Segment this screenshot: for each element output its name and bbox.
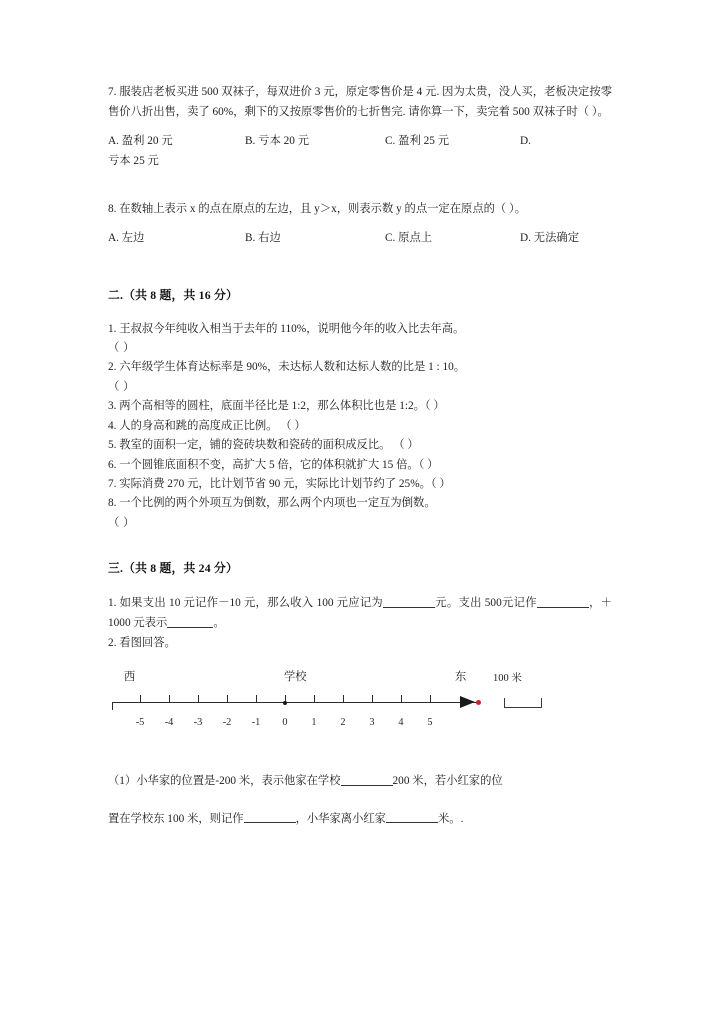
sub-question-1-part5: 米。. (437, 812, 464, 825)
question-8-option-b[interactable]: B. 右边 (245, 232, 281, 245)
tf-item-7: 7. 实际消费 270 元，比计划节省 90 元，实际比计划节约了 25%。（ ） (108, 477, 451, 490)
question-8-option-d[interactable]: D. 无法确定 (520, 232, 579, 245)
question-7-option-a[interactable]: A. 盈利 20 元 (108, 135, 173, 148)
tf-item-2-answer[interactable]: （ ） (108, 380, 135, 393)
axis-tick-label-minus-1: -1 (251, 717, 261, 729)
tick-minus-4 (169, 695, 170, 703)
question-8-text: 8. 在数轴上表示 x 的点在原点的左边，且 y＞x，则表示数 y 的点一定在原点的（ ）。 (108, 203, 526, 216)
question-7-option-d[interactable]: D. (520, 135, 531, 148)
sub-question-1-cont (108, 809, 612, 829)
axis-tick-label-0: 0 (282, 717, 288, 729)
axis-tick-label-minus-4: -4 (164, 717, 174, 729)
question-7-option-b[interactable]: B. 亏本 20 元 (245, 135, 310, 148)
west-label: 西 (124, 671, 136, 684)
fill-blank-3[interactable] (167, 616, 213, 628)
axis-tick-label-1: 1 (311, 717, 317, 729)
tick-5 (430, 695, 431, 703)
number-line-axis (112, 702, 478, 703)
tick-minus-5 (140, 695, 141, 703)
axis-tick-label-minus-3: -3 (193, 717, 203, 729)
sub-question-1-part1: （1）小华家的位置是-200 米，表示他家在学校 (108, 775, 341, 788)
axis-tick-label-minus-5: -5 (135, 717, 145, 729)
tick-minus-3 (198, 695, 199, 703)
tf-item-4: 4. 人的身高和跳的高度成正比例。 （ ） (108, 419, 306, 432)
fill-blank-1[interactable] (383, 596, 435, 608)
axis-tick-label-4: 4 (398, 717, 404, 729)
school-label: 学校 (284, 671, 307, 684)
tick-2 (343, 695, 344, 703)
question-7-text: 7. 服装店老板买进 500 双袜子，每双进价 3 元，原定零售价是 4 元. 因为太贵，没人买，老板决定按零售价八折出售，卖了 60%，剩下的又按原零售价的七折售完. 请你算一下，卖完着 500 双袜子时（ ）。 (108, 86, 612, 119)
sub-question-1 (108, 771, 612, 791)
question-8 (108, 199, 612, 248)
tick-4 (401, 695, 402, 703)
tf-item-1-answer[interactable]: （ ） (108, 341, 135, 354)
sub-question-1-part2: 200 米，若小红家的位 (392, 775, 503, 788)
question-7-options (108, 131, 612, 171)
question-7-option-c[interactable]: C. 盈利 25 元 (385, 135, 450, 148)
fill-question-1-part2: 元。支出 500 (435, 597, 502, 610)
question-8-option-a[interactable]: A. 左边 (108, 232, 145, 245)
fill-blank-2[interactable] (537, 596, 589, 608)
section-three-heading: 三.（共 8 题，共 24 分） (108, 561, 239, 576)
scale-bracket-icon (504, 698, 542, 708)
sub-question-1-part4: ，小华家离小红家 (295, 812, 386, 825)
question-7 (108, 82, 612, 171)
tick-3 (372, 695, 373, 703)
sub-question-1-part3: 置在学校东 100 米，则记作 (108, 812, 244, 825)
sub-fill-blank-1[interactable] (341, 774, 393, 786)
question-8-option-c[interactable]: C. 原点上 (385, 232, 433, 245)
tf-item-8: 8. 一个比例的两个外项互为倒数，那么两个内项也一定互为倒数。 (108, 497, 436, 510)
tf-item-6: 6. 一个圆锥底面积不变，高扩大 5 倍，它的体积就扩大 15 倍。（ ） (108, 458, 439, 471)
fill-question-1-part3: 元记作 (501, 597, 537, 610)
sub-fill-blank-3[interactable] (386, 811, 438, 823)
sub-fill-blank-2[interactable] (244, 811, 296, 823)
number-line-figure (108, 662, 612, 754)
axis-tick-label-5: 5 (427, 717, 433, 729)
tf-item-2: 2. 六年级学生体育达标率是 90%，未达标人数和达标人数的比是 1 : 10。 (108, 361, 466, 374)
axis-tick-label-3: 3 (369, 717, 375, 729)
fill-question-1-part5: 。 (213, 617, 225, 630)
fill-question-1 (108, 593, 612, 633)
end-marker-dot (476, 700, 481, 705)
tf-item-1: 1. 王叔叔今年纯收入相当于去年的 110%，说明他今年的收入比去年高。 (108, 322, 465, 335)
scale-label: 100 米 (493, 673, 522, 685)
tf-item-3: 3. 两个高相等的圆柱，底面半径比是 1:2，那么体积比也是 1:2。（ ） (108, 400, 445, 413)
tick-minus-2 (227, 695, 228, 703)
fill-question-2-label: 2. 看图回答。 (108, 637, 176, 650)
origin-point-dot (283, 701, 287, 705)
fill-question-1-part1: 1. 如果支出 10 元记作－10 元，那么收入 100 元应记为 (108, 597, 384, 610)
axis-tick-label-minus-2: -2 (222, 717, 232, 729)
question-8-options (108, 228, 612, 248)
east-label: 东 (455, 671, 467, 684)
tick-minus-1 (256, 695, 257, 703)
axis-arrow-icon (460, 696, 475, 708)
question-7-option-d-wrap[interactable]: 亏本 25 元 (108, 155, 159, 168)
section-two-heading: 二.（共 8 题，共 16 分） (108, 287, 239, 302)
axis-tick-label-2: 2 (340, 717, 346, 729)
tf-item-5: 5. 教室的面积一定，铺的瓷砖块数和瓷砖的面积成反比。 （ ） (108, 439, 419, 452)
fill-question-1-part4: ，＋1000 元表示 (108, 597, 612, 630)
axis-left-cap (112, 702, 113, 710)
tick-1 (314, 695, 315, 703)
exam-content (108, 82, 612, 829)
tf-item-8-answer[interactable]: （ ） (108, 516, 135, 529)
